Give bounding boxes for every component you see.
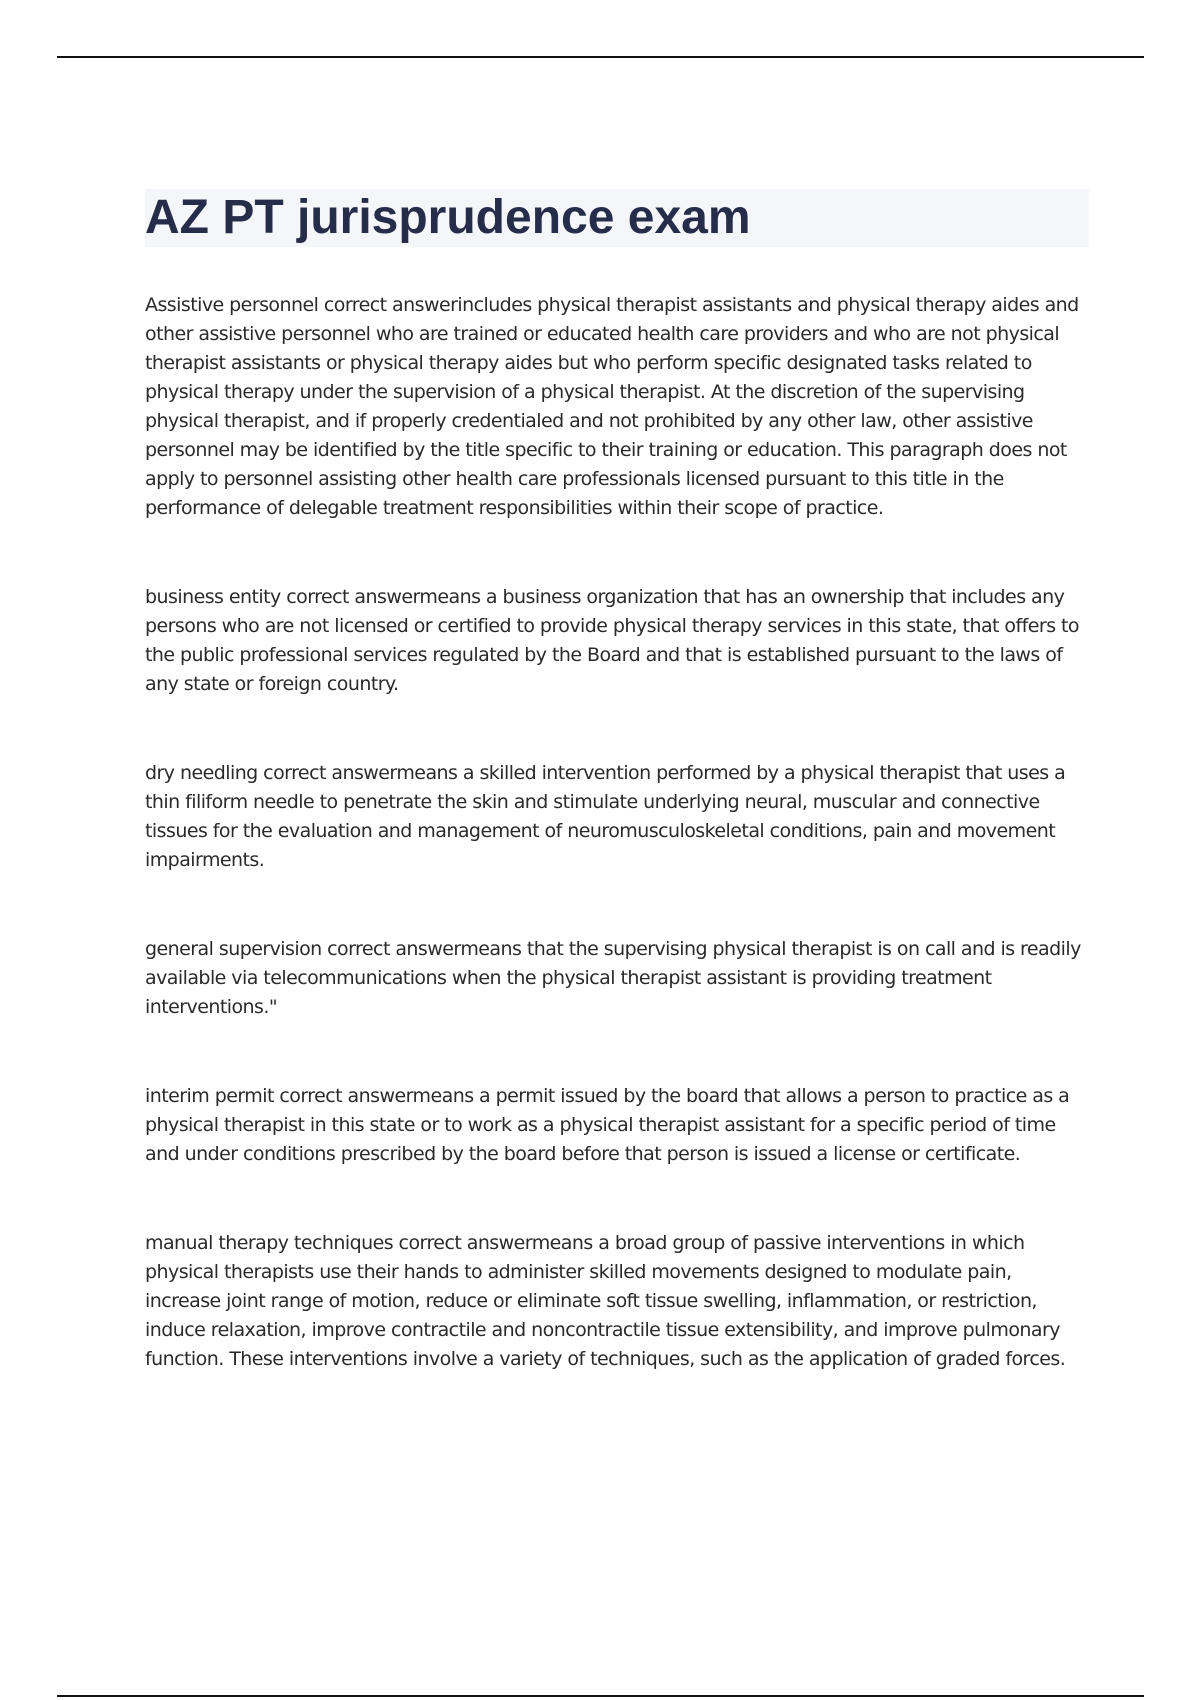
footer-rule	[57, 1695, 1144, 1697]
page-title: AZ PT jurisprudence exam	[145, 191, 751, 244]
entry-dry-needling: dry needling correct answermeans a skilled intervention performed by a physical therapist that uses a thin filiform needle to penetrate the skin and stimulate underlying neural, muscular and connective tissues for the evaluation and management of neuromusculoskeletal conditions, pain and movement impairments.	[145, 762, 1066, 871]
entry-list	[145, 291, 1090, 1434]
entry-general-supervision: general supervision correct answermeans that the supervising physical therapist is on call and is readily available via telecommunications when the physical therapist assistant is providing treatment interventions."	[145, 938, 1081, 1018]
header-rule	[57, 56, 1144, 58]
entry-interim-permit: interim permit correct answermeans a permit issued by the board that allows a person to practice as a physical therapist in this state or to work as a physical therapist assistant for a specific period of time and under conditions prescribed by the board before that person is issued a license or certificate.	[145, 1085, 1070, 1165]
entry-assistive-personnel: Assistive personnel correct answerincludes physical therapist assistants and physical therapy aides and other assistive personnel who are trained or educated health care providers and who are not physical therapist assistants or physical therapy aides but who perform specific designated tasks related to physical therapy under the supervision of a physical therapist. At the discretion of the supervising physical therapist, and if properly credentialed and not prohibited by any other law, other assistive personnel may be identified by the title specific to their training or education. This paragraph does not apply to personnel assisting other health care professionals licensed pursuant to this title in the performance of delegable treatment responsibilities within their scope of practice.	[145, 294, 1079, 519]
entry-manual-therapy-techniques: manual therapy techniques correct answermeans a broad group of passive interventions in which physical therapists use their hands to administer skilled movements designed to modulate pain, increase joint range of motion, reduce or eliminate soft tissue swelling, inflammation, or restriction, induce relaxation, improve contractile and noncontractile tissue extensibility, and improve pulmonary function. These interventions involve a variety of techniques, such as the application of graded forces.	[145, 1232, 1066, 1370]
entry-business-entity: business entity correct answermeans a business organization that has an ownership that includes any persons who are not licensed or certified to provide physical therapy services in this state, that offers to the public professional services regulated by the Board and that is established pursuant to the laws of any state or foreign country.	[145, 586, 1080, 695]
